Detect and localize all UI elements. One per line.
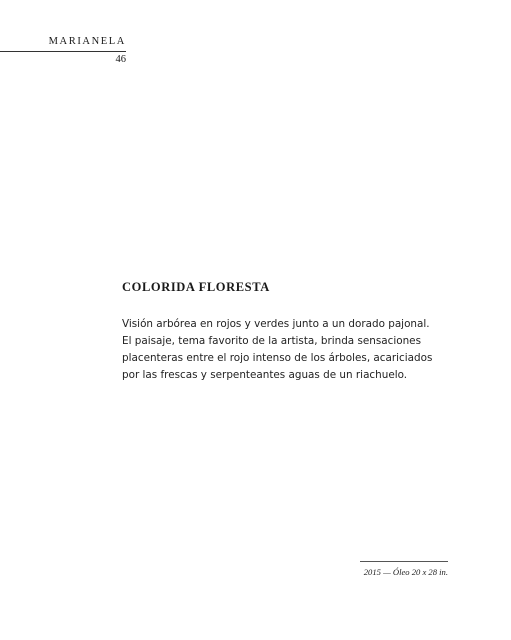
header-rule [0, 51, 126, 52]
description-line: Visión arbórea en rojos y verdes junto a un dorado pajonal. [122, 318, 430, 330]
author-name: MARIANELA [48, 36, 126, 47]
caption-text: 2015 — Óleo 20 x 28 in. [363, 567, 448, 577]
description-line: El paisaje, tema favorito de la artista, brinda sensaciones [122, 335, 421, 347]
description-line: placenteras entre el rojo intenso de los árboles, acariciados [122, 352, 433, 364]
artwork-description [122, 316, 433, 384]
artwork-title: COLORIDA FLORESTA [122, 280, 270, 294]
caption-rule [360, 561, 448, 562]
running-head [0, 36, 126, 66]
artwork-entry [122, 280, 433, 384]
page-number: 46 [115, 54, 126, 65]
description-line: por las frescas y serpenteantes aguas de un riachuelo. [122, 369, 408, 381]
